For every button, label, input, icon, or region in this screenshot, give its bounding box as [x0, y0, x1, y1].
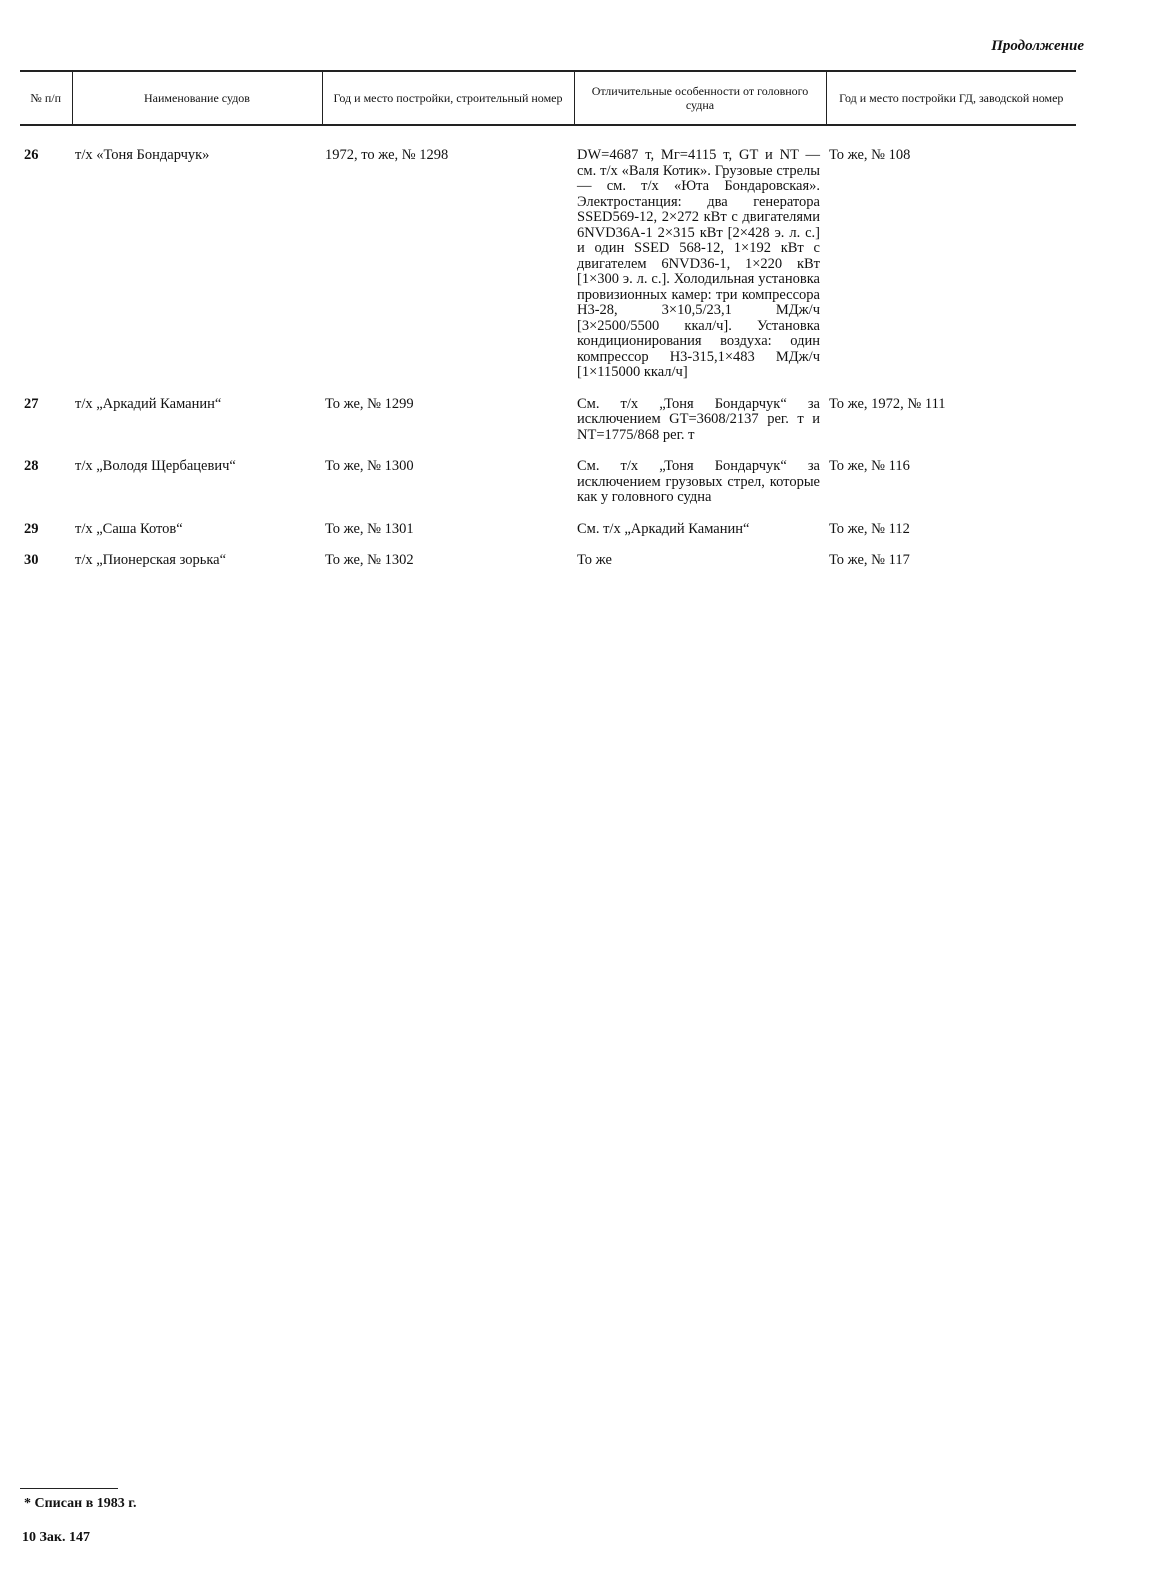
table-row — [20, 459, 1076, 522]
features: См. т/х „Аркадий Каманин“ — [577, 520, 750, 537]
build-info: То же, № 1300 — [325, 458, 414, 474]
row-number: 26 — [24, 147, 39, 163]
row-number: 27 — [24, 395, 39, 412]
table-row — [20, 522, 1076, 554]
continuation-label: Продолжение — [991, 38, 1084, 54]
features: То же — [577, 552, 612, 568]
build-info: То же, № 1301 — [325, 520, 414, 537]
page-footer: 10 Зак. 147 — [22, 1530, 90, 1545]
features: DW=4687 т, Mг=4115 т, GT и NT — см. т/х «Валя Котик». Грузовые стрелы — см. т/х «Юта Бондаровская». Электростанция: два генератора SSED569-12, 2×272 кВт с двигателями 6NVD36A-1 2×315 кВт [2×428 э. л. с.] и один SSED 568-12, 1×192 кВт с двигателем 6NVD36-1, 1×220 кВт [1×300 э. л. с.]. Холодильная установка провизионных камер: три компрессора Н3-28, 3×10,5/23,1 МДж/ч [3×2500/5500 ккал/ч]. Установка кондиционирования воздуха: один компрессор Н3-315,1×483 МДж/ч [1×115000 ккал/ч] — [577, 147, 820, 380]
col-header-number: № п/п — [30, 91, 62, 105]
ships-table — [20, 70, 1076, 585]
footnote-rule — [20, 1488, 118, 1489]
ship-name: т/х „Володя Щербацевич“ — [75, 458, 236, 474]
engine-info: То же, № 116 — [829, 458, 910, 474]
row-number: 28 — [24, 458, 39, 474]
build-info: То же, № 1302 — [325, 552, 414, 568]
engine-info: То же, № 112 — [829, 520, 910, 537]
ship-name: т/х „Саша Котов“ — [75, 520, 183, 537]
table-row — [20, 125, 1076, 397]
engine-info: То же, № 117 — [829, 552, 910, 568]
build-info: То же, № 1299 — [325, 395, 414, 412]
table-row — [20, 397, 1076, 460]
engine-info: То же, 1972, № 111 — [829, 395, 946, 412]
ship-name: т/х „Пионерская зорька“ — [75, 552, 227, 568]
col-header-features: Отличительные особенности от головного судна — [574, 71, 826, 125]
row-number: 30 — [24, 552, 39, 568]
col-header-engine: Год и место постройки ГД, заводской номер — [826, 71, 1076, 125]
footnote: * Списан в 1983 г. — [24, 1496, 137, 1511]
row-number: 29 — [24, 520, 39, 537]
table-row — [20, 553, 1076, 585]
ship-name: т/х „Аркадий Каманин“ — [75, 395, 222, 412]
build-info: 1972, то же, № 1298 — [325, 147, 449, 163]
ship-name: т/х «Тоня Бондарчук» — [75, 147, 210, 163]
engine-info: То же, № 108 — [829, 147, 911, 163]
col-header-ship-name: Наименование судов — [72, 71, 322, 125]
table-header-row — [20, 71, 1076, 125]
features: См. т/х „Тоня Бондарчук“ за исключением грузовых стрел, которые как у головного судна — [577, 458, 820, 505]
col-header-build: Год и место постройки, строительный номер — [322, 71, 574, 125]
features: См. т/х „Тоня Бондарчук“ за исключением GT=3608/2137 рег. т и NT=1775/868 рег. т — [577, 395, 820, 443]
